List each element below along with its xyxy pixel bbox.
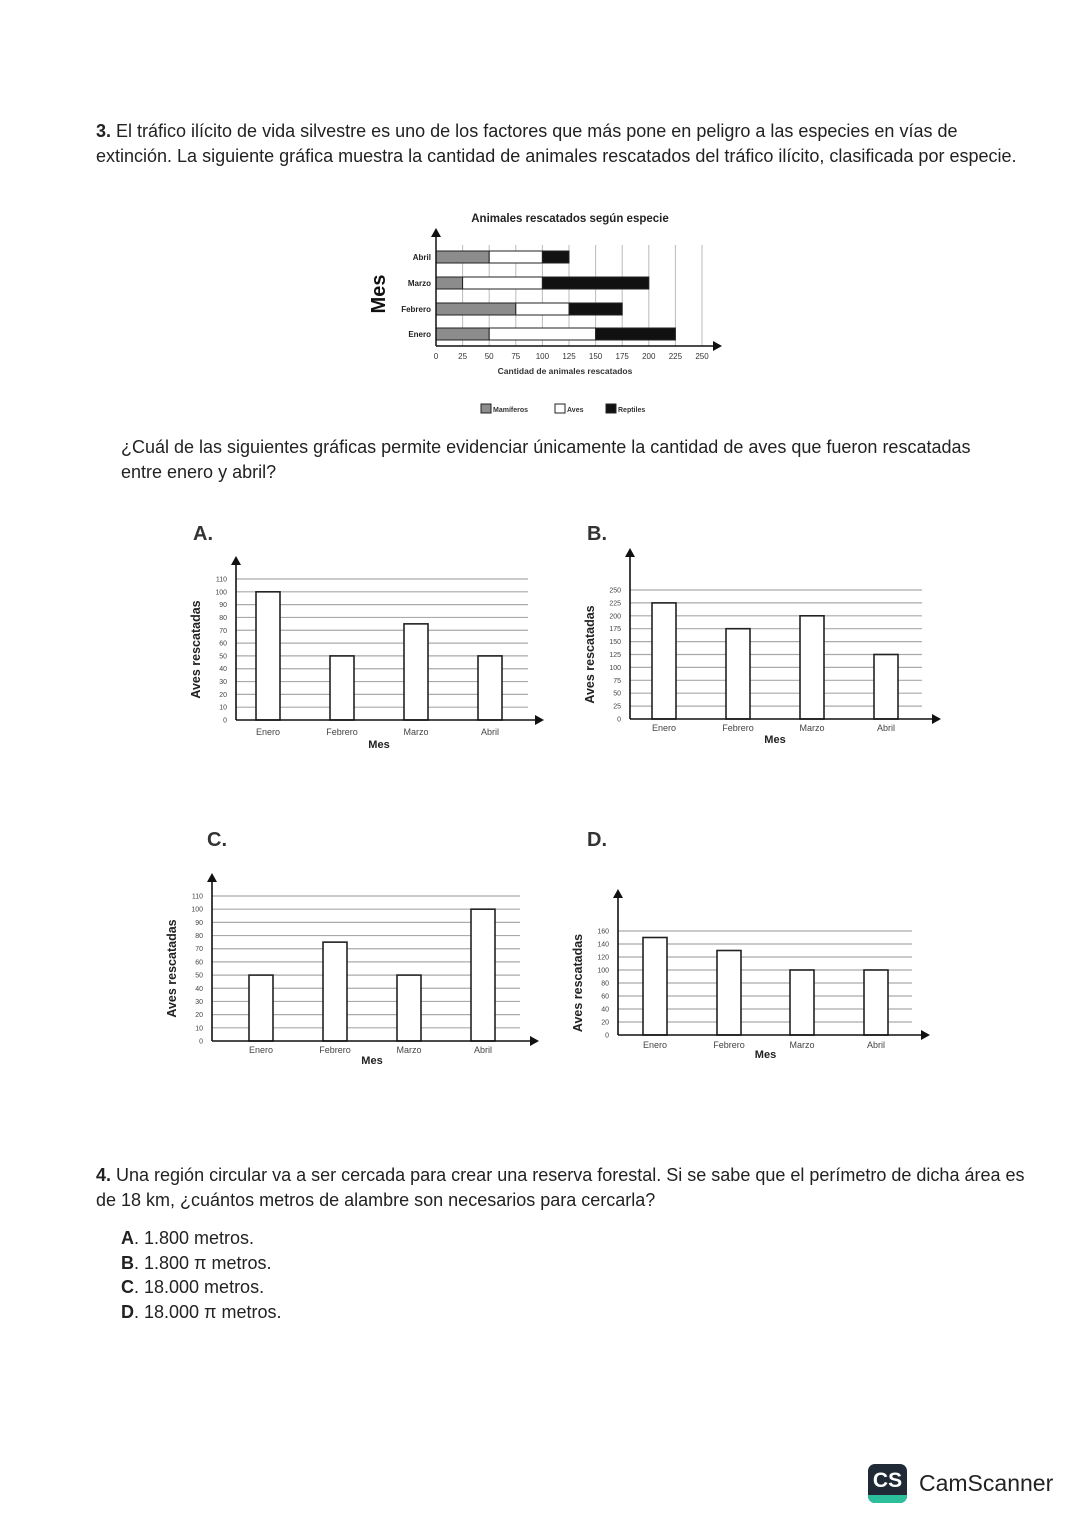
- x-tick-label: Abril: [866, 1040, 886, 1050]
- legend-label: Mamíferos: [493, 407, 529, 414]
- option-letter: A: [121, 1228, 134, 1248]
- x-axis-arrow-icon: [535, 715, 544, 725]
- y-tick-label: 225: [609, 600, 621, 608]
- bar-a-marzo: [404, 624, 428, 720]
- logo-text: CS: [872, 1468, 903, 1492]
- question-number: 4.: [96, 1165, 112, 1185]
- y-tick-label: 80: [195, 933, 203, 941]
- option-letter: D: [121, 1301, 134, 1322]
- y-tick-label: 110: [191, 893, 203, 901]
- y-tick-label: 70: [195, 946, 203, 954]
- legend-label: Reptiles: [618, 407, 646, 414]
- bar-d-marzo: [790, 970, 814, 1035]
- y-tick-label: 250: [609, 587, 621, 595]
- y-tick-label: 100: [609, 664, 621, 672]
- x-tick-label: 150: [588, 352, 603, 361]
- y-tick-label: 70: [219, 627, 227, 635]
- y-tick-label: 80: [219, 614, 227, 622]
- y-tick-label: 90: [219, 602, 227, 610]
- x-tick-label: Febrero: [326, 727, 358, 737]
- x-tick-label: Enero: [255, 727, 281, 737]
- bar-c-abril: [471, 909, 495, 1041]
- x-axis-arrow-icon: [713, 341, 722, 351]
- bar-c-marzo: [397, 975, 421, 1041]
- y-tick-label: Enero: [408, 330, 431, 339]
- bar-b-abril: [874, 655, 898, 720]
- y-tick-label: 20: [195, 1012, 203, 1020]
- option-b-label: B.: [587, 523, 607, 545]
- y-tick-label: 0: [199, 1038, 203, 1046]
- x-tick-label: Febrero: [319, 1045, 351, 1055]
- legend-swatch-aves: [555, 404, 565, 413]
- y-tick-label: 10: [219, 704, 227, 712]
- y-tick-label: 110: [215, 576, 227, 584]
- option-text: . 18.000 π metros.: [134, 1301, 282, 1322]
- y-tick-label: 90: [195, 919, 203, 927]
- question-number: 3.: [96, 121, 112, 141]
- y-axis-label: Aves rescatadas: [165, 919, 179, 1018]
- bar-a-febrero: [330, 656, 354, 720]
- y-tick-label: 100: [215, 589, 227, 597]
- y-tick-label: 140: [597, 941, 609, 949]
- y-axis-arrow-icon: [207, 873, 217, 882]
- question-3-body: El tráfico ilícito de vida silvestre es uno de los factores que más pone en peligro a las especies en vías de extinción. La siguiente gráfica muestra la cantidad de animales rescatados del tráfico ilícito, clasificada por especie.: [96, 121, 1017, 166]
- x-tick-label: Enero: [248, 1045, 274, 1055]
- y-tick-label: 40: [219, 666, 227, 674]
- y-tick-label: Abril: [412, 253, 431, 262]
- y-tick-label: 0: [605, 1032, 609, 1040]
- question-4-text: [96, 1163, 1036, 1212]
- y-axis-arrow-icon: [231, 556, 241, 565]
- x-tick-label: 50: [484, 352, 494, 361]
- bar-reptiles-marzo: [542, 277, 648, 289]
- y-tick-label: 160: [597, 928, 609, 936]
- bar-aves-enero: [489, 328, 595, 340]
- bar-d-abril: [864, 970, 888, 1035]
- camscanner-logo-icon: [868, 1464, 907, 1503]
- y-tick-label: 20: [219, 691, 227, 699]
- x-tick-label: Marzo: [799, 723, 825, 733]
- bar-mamíferos-marzo: [436, 277, 463, 289]
- bar-a-enero: [256, 592, 280, 720]
- x-tick-label: Enero: [651, 723, 677, 733]
- y-tick-label: 175: [609, 626, 621, 634]
- x-tick-label: Marzo: [396, 1045, 422, 1055]
- option-b[interactable]: [121, 1251, 282, 1276]
- x-tick-label: Marzo: [403, 727, 429, 737]
- question-4-body: Una región circular va a ser cercada para crear una reserva forestal. Si se sabe que el perímetro de dicha área es de 18 km, ¿cuántos metros de alambre son necesarios para cercarla?: [96, 1165, 1025, 1210]
- bar-mamíferos-abril: [436, 251, 489, 263]
- y-tick-label: 60: [219, 640, 227, 648]
- y-tick-label: 0: [223, 717, 227, 725]
- bar-c-febrero: [323, 942, 347, 1041]
- question-4-options: [121, 1226, 282, 1324]
- option-c-label: C.: [207, 829, 227, 851]
- y-axis-label: Aves rescatadas: [189, 600, 203, 699]
- bar-mamíferos-enero: [436, 328, 489, 340]
- x-tick-label: 225: [668, 352, 683, 361]
- bar-aves-febrero: [516, 303, 569, 315]
- bar-reptiles-enero: [596, 328, 676, 340]
- bar-c-enero: [249, 975, 273, 1041]
- option-a[interactable]: [121, 1226, 282, 1251]
- y-tick-label: 120: [597, 954, 609, 962]
- y-axis-arrow-icon: [613, 889, 623, 898]
- x-tick-label: Febrero: [722, 723, 754, 733]
- x-tick-label: 125: [562, 352, 576, 361]
- watermark-text: CamScanner: [919, 1470, 1054, 1496]
- y-tick-label: 25: [613, 703, 621, 711]
- bar-b-febrero: [726, 629, 750, 719]
- x-tick-label: Febrero: [713, 1040, 745, 1050]
- y-tick-label: 40: [601, 1006, 609, 1014]
- y-tick-label: 125: [609, 652, 621, 659]
- y-tick-label: Marzo: [407, 279, 431, 288]
- bar-reptiles-febrero: [569, 303, 622, 315]
- y-tick-label: 10: [195, 1025, 203, 1033]
- x-tick-label: 200: [642, 352, 656, 361]
- x-tick-label: 175: [615, 352, 629, 361]
- option-c[interactable]: [121, 1275, 282, 1300]
- y-tick-label: 75: [613, 677, 621, 685]
- bar-aves-abril: [489, 251, 542, 263]
- question-3-prompt: ¿Cuál de las siguientes gráficas permite evidenciar únicamente la cantidad de aves que fueron rescatadas entre enero y abril?: [121, 437, 971, 482]
- x-tick-label: Marzo: [789, 1040, 815, 1050]
- option-text: . 18.000 metros.: [134, 1277, 265, 1298]
- x-axis-arrow-icon: [530, 1036, 539, 1046]
- y-tick-label: 100: [597, 967, 609, 975]
- option-text: . 1.800 metros.: [134, 1228, 255, 1248]
- y-axis-label: Aves rescatadas: [583, 605, 597, 704]
- chart-title: Animales rescatados según especie: [471, 213, 669, 225]
- bar-aves-marzo: [463, 277, 543, 289]
- x-tick-label: 250: [695, 352, 709, 361]
- option-d-label: D.: [587, 829, 607, 851]
- bar-mamíferos-febrero: [436, 303, 516, 315]
- bar-reptiles-abril: [542, 251, 569, 263]
- x-axis-label: Cantidad de animales rescatados: [497, 366, 633, 376]
- x-axis-label: Mes: [368, 739, 390, 751]
- y-tick-label: 30: [195, 998, 203, 1006]
- y-axis-label: Aves rescatadas: [571, 933, 585, 1033]
- x-tick-label: 100: [535, 352, 550, 361]
- x-tick-label: 0: [433, 352, 439, 361]
- x-axis-arrow-icon: [921, 1030, 930, 1040]
- y-tick-label: 0: [617, 716, 621, 724]
- camscanner-watermark: [868, 1464, 1053, 1503]
- x-tick-label: Enero: [642, 1040, 668, 1050]
- bar-d-enero: [643, 938, 667, 1036]
- y-axis-arrow-icon: [625, 548, 635, 557]
- x-axis-arrow-icon: [932, 714, 941, 724]
- bar-b-marzo: [800, 616, 824, 719]
- legend-swatch-reptiles: [606, 404, 616, 413]
- y-axis-arrow-icon: [431, 228, 441, 237]
- bar-d-febrero: [717, 951, 741, 1036]
- y-tick-label: 50: [219, 653, 227, 661]
- y-tick-label: 40: [195, 985, 203, 993]
- y-tick-label: 60: [195, 959, 203, 967]
- x-tick-label: 25: [458, 352, 468, 361]
- y-tick-label: 50: [613, 690, 621, 698]
- y-tick-label: Febrero: [401, 305, 431, 314]
- bar-a-abril: [478, 656, 502, 720]
- y-tick-label: 50: [195, 972, 203, 980]
- x-axis-label: Mes: [764, 734, 786, 746]
- y-tick-label: 60: [601, 993, 609, 1001]
- y-tick-label: 30: [219, 679, 227, 687]
- legend-swatch-mamíferos: [481, 404, 491, 413]
- option-letter: C: [121, 1277, 134, 1298]
- y-tick-label: 80: [601, 980, 609, 988]
- x-axis-label: Mes: [361, 1055, 383, 1067]
- y-axis-label: Mes: [368, 274, 390, 314]
- legend-label: Aves: [567, 407, 584, 414]
- option-d[interactable]: [121, 1300, 282, 1325]
- x-tick-label: 75: [511, 352, 521, 361]
- x-tick-label: Abril: [473, 1045, 493, 1055]
- x-tick-label: Abril: [876, 723, 896, 733]
- option-text: . 1.800 π metros.: [134, 1252, 272, 1273]
- bar-b-enero: [652, 603, 676, 719]
- option-a-label: A.: [193, 523, 213, 545]
- x-axis-label: Mes: [754, 1049, 777, 1061]
- option-letter: B: [121, 1252, 134, 1273]
- y-tick-label: 150: [609, 639, 621, 647]
- y-tick-label: 200: [609, 613, 621, 621]
- x-tick-label: Abril: [480, 727, 500, 737]
- y-tick-label: 100: [191, 906, 203, 914]
- y-tick-label: 20: [601, 1019, 609, 1027]
